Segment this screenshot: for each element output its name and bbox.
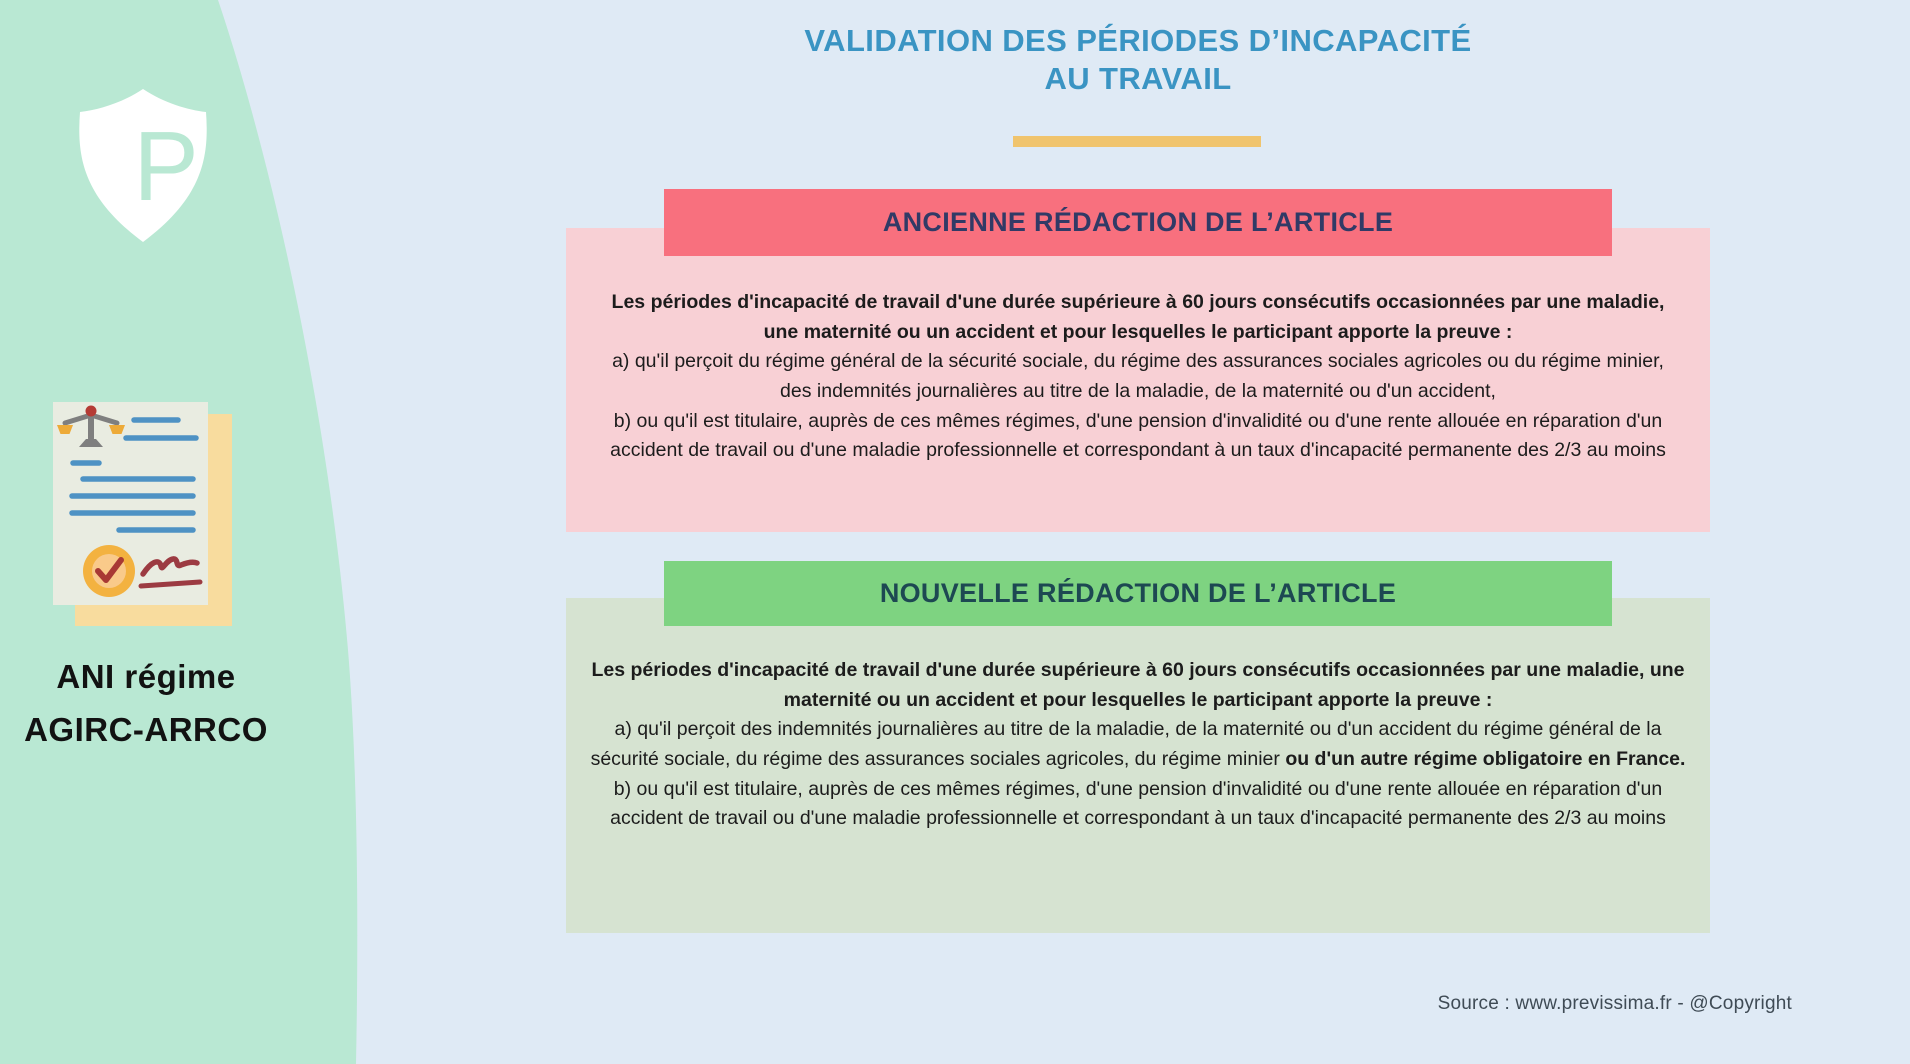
new-item-b-text: b) ou qu'il est titulaire, auprès de ces mêmes régimes, d'une pension d'invalidité ou d'une rente allouée en réparation d'un accident de travail ou d'une maladie professionnelle et correspondant à un taux d'incapacité permanente des 2/3 au moins bbox=[610, 777, 1666, 830]
new-wording-header: NOUVELLE RÉDACTION DE L’ARTICLE bbox=[664, 561, 1612, 626]
old-wording-header: ANCIENNE RÉDACTION DE L’ARTICLE bbox=[664, 189, 1612, 256]
legal-document-illustration bbox=[53, 402, 235, 630]
section-old-wording bbox=[566, 189, 1710, 532]
old-item-b-text: b) ou qu'il est titulaire, auprès de ces mêmes régimes, d'une pension d'invalidité ou d'une rente allouée en réparation d'un accident de travail ou d'une maladie professionnelle et correspondant à un taux d'incapacité permanente des 2/3 au moins bbox=[610, 409, 1666, 462]
old-item-a-text: a) qu'il perçoit du régime général de la sécurité sociale, du régime des assurances sociales agricoles ou du régime minier, des indemnités journalières au titre de la maladie, de la maternité ou d'un accident, bbox=[612, 350, 1664, 402]
previssima-shield-logo bbox=[72, 84, 214, 250]
check-seal-icon bbox=[83, 545, 135, 597]
new-intro-text: Les périodes d'incapacité de travail d'une durée supérieure à 60 jours consécutifs occasionnées par une maladie, une maternité ou un accident et pour lesquelles le participant apporte la preuve : bbox=[591, 659, 1685, 711]
old-wording-body bbox=[566, 228, 1710, 532]
page-title-line1: VALIDATION DES PÉRIODES D’INCAPACITÉ bbox=[804, 23, 1472, 58]
sidebar-caption bbox=[0, 650, 292, 757]
logo-letter: P bbox=[133, 111, 199, 221]
page-title bbox=[566, 22, 1710, 98]
title-underline-bar bbox=[1013, 136, 1261, 147]
new-item-a-text bbox=[590, 715, 1686, 774]
new-wording-body bbox=[566, 598, 1710, 933]
page-title-line2: AU TRAVAIL bbox=[1044, 61, 1232, 97]
source-credit: Source : www.previssima.fr - @Copyright bbox=[1437, 993, 1792, 1014]
section-new-wording bbox=[566, 561, 1710, 933]
sidebar-caption-line1: ANI régime bbox=[56, 658, 236, 695]
new-item-a-regular: a) qu'il perçoit des indemnités journalières au titre de la maladie, de la maternité ou d'un accident du régime général de la sécurité sociale, du régime des assurances sociales agricoles, du régime minier bbox=[590, 718, 1662, 770]
new-item-a-bold: ou d'un autre régime obligatoire en France. bbox=[1285, 747, 1686, 770]
sidebar-caption-line2: AGIRC-ARRCO bbox=[24, 711, 268, 749]
old-intro-text: Les périodes d'incapacité de travail d'une durée supérieure à 60 jours consécutifs occasionnées par une maladie, une maternité ou un accident et pour lesquelles le participant apporte la preuve : bbox=[611, 291, 1665, 343]
